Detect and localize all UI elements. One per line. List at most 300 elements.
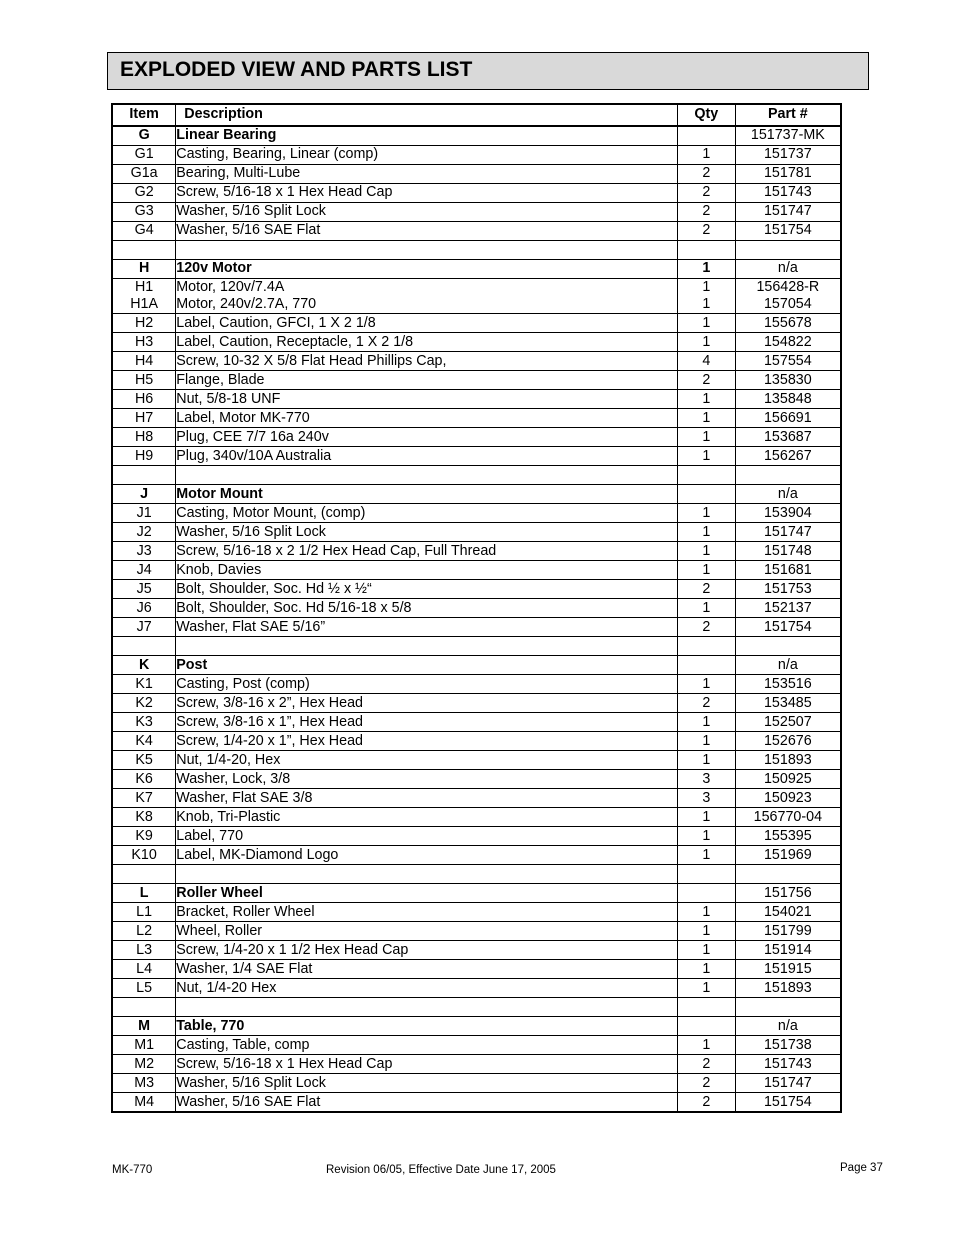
description-text: Bracket, Roller Wheel (176, 903, 315, 920)
item-cell (112, 203, 176, 222)
part-number-text: 155395 (763, 827, 812, 844)
column-header-part: Part # (735, 104, 841, 126)
description-cell (176, 279, 678, 314)
blank-row (112, 241, 841, 260)
description-cell (176, 1055, 678, 1074)
part-number-cell (735, 884, 841, 903)
part-number-cell (735, 485, 841, 504)
item-text: H2 (134, 314, 154, 331)
part-number-cell (735, 675, 841, 694)
part-number-cell (735, 713, 841, 732)
footer-model: MK-770 (112, 1164, 153, 1176)
blank-cell (176, 466, 678, 485)
item-cell (112, 542, 176, 561)
qty-text: 1 (702, 1036, 711, 1053)
qty-cell (677, 941, 735, 960)
description-cell (176, 656, 678, 675)
description-text: Screw, 5/16-18 x 1 Hex Head Cap (176, 1055, 393, 1072)
description-cell (176, 165, 678, 184)
description-cell (176, 504, 678, 523)
description-cell (176, 846, 678, 865)
part-number-text: 156428-R (756, 279, 820, 295)
item-cell (112, 504, 176, 523)
part-number-text: 153904 (763, 504, 812, 521)
part-number-cell (735, 504, 841, 523)
table-row (112, 751, 841, 770)
qty-text: 2 (702, 184, 711, 201)
description-text: Knob, Davies (176, 561, 262, 578)
item-cell (112, 675, 176, 694)
table-row (112, 732, 841, 751)
qty-cell (677, 352, 735, 371)
group-header-row (112, 1017, 841, 1036)
description-text: Motor Mount (176, 485, 263, 502)
qty-cell (677, 846, 735, 865)
description-text: Bolt, Shoulder, Soc. Hd ½ x ½“ (176, 580, 372, 597)
description-cell (176, 751, 678, 770)
description-cell (176, 371, 678, 390)
description-text: Washer, 1/4 SAE Flat (176, 960, 313, 977)
qty-text: 4 (702, 352, 711, 369)
part-number-text: 153687 (763, 428, 812, 445)
description-text: Casting, Table, comp (176, 1036, 310, 1053)
qty-text: 2 (702, 222, 711, 239)
qty-text: 1 (702, 523, 711, 540)
qty-cell (677, 1036, 735, 1055)
item-cell (112, 1017, 176, 1036)
description-text: Screw, 10-32 X 5/8 Flat Head Phillips Cap, (176, 352, 447, 369)
part-number-text: 152137 (763, 599, 812, 616)
part-number-cell (735, 656, 841, 675)
qty-cell (677, 371, 735, 390)
blank-cell (735, 241, 841, 260)
part-number-cell (735, 1017, 841, 1036)
item-cell (112, 827, 176, 846)
item-cell (112, 222, 176, 241)
qty-cell (677, 203, 735, 222)
item-text: G3 (134, 203, 154, 220)
column-header-description: Description (176, 104, 678, 126)
part-number-text: 135848 (763, 390, 812, 407)
qty-cell (677, 1055, 735, 1074)
part-number-text: 151914 (763, 941, 812, 958)
description-text: Motor, 240v/2.7A, 770 (176, 296, 317, 313)
part-number-cell (735, 314, 841, 333)
table-row (112, 599, 841, 618)
item-text: K9 (135, 827, 153, 844)
description-text: Casting, Post (comp) (176, 675, 310, 692)
table-row (112, 561, 841, 580)
table-row (112, 903, 841, 922)
page-title: EXPLODED VIEW AND PARTS LIST (120, 58, 473, 81)
qty-cell (677, 447, 735, 466)
qty-text: 1 (702, 675, 711, 692)
part-number-cell (735, 770, 841, 789)
qty-cell (677, 1074, 735, 1093)
description-cell (176, 808, 678, 827)
part-number-cell (735, 260, 841, 279)
part-number-text: 151738 (763, 1036, 812, 1053)
item-text: M2 (134, 1055, 155, 1072)
part-number-cell (735, 203, 841, 222)
qty-cell (677, 960, 735, 979)
blank-cell (112, 865, 176, 884)
item-text: K1 (135, 675, 153, 692)
part-number-text: 151747 (763, 1074, 812, 1091)
part-number-text: 151747 (763, 203, 812, 220)
description-cell (176, 222, 678, 241)
table-row (112, 618, 841, 637)
table-row (112, 941, 841, 960)
description-cell (176, 580, 678, 599)
qty-cell (677, 222, 735, 241)
table-row (112, 713, 841, 732)
item-text: H5 (134, 371, 154, 388)
group-header-row (112, 884, 841, 903)
group-header-row (112, 126, 841, 146)
qty-cell (677, 260, 735, 279)
item-text: L3 (136, 941, 153, 958)
qty-text: 2 (702, 203, 711, 220)
qty-cell (677, 561, 735, 580)
qty-cell (677, 922, 735, 941)
table-row (112, 146, 841, 165)
table-row (112, 1055, 841, 1074)
table-row (112, 580, 841, 599)
part-number-text: 135830 (763, 371, 812, 388)
description-cell (176, 447, 678, 466)
item-text: L4 (136, 960, 153, 977)
table-row (112, 314, 841, 333)
qty-cell (677, 504, 735, 523)
part-number-text: 154822 (763, 333, 812, 350)
part-number-cell (735, 447, 841, 466)
part-number-cell (735, 428, 841, 447)
description-text: Post (176, 656, 208, 673)
part-number-text: 151737-MK (750, 127, 825, 144)
qty-cell (677, 770, 735, 789)
item-text: J7 (136, 618, 152, 635)
part-number-cell (735, 523, 841, 542)
item-text: G1a (130, 165, 158, 182)
blank-cell (735, 865, 841, 884)
table-row (112, 447, 841, 466)
table-row (112, 352, 841, 371)
description-text: Label, Motor MK-770 (176, 409, 310, 426)
qty-text: 1 (702, 979, 711, 996)
qty-cell (677, 599, 735, 618)
group-header-row (112, 656, 841, 675)
parts-table (111, 103, 842, 1113)
description-cell (176, 827, 678, 846)
qty-text: 2 (702, 1093, 711, 1110)
qty-text: 1 (702, 428, 711, 445)
description-cell (176, 675, 678, 694)
part-number-text: 151743 (763, 184, 812, 201)
part-number-cell (735, 618, 841, 637)
table-row (112, 523, 841, 542)
item-cell (112, 371, 176, 390)
description-text: Label, Caution, Receptacle, 1 X 2 1/8 (176, 333, 414, 350)
item-text: L1 (136, 903, 153, 920)
item-text: J3 (136, 542, 152, 559)
qty-text: 1 (702, 447, 711, 464)
table-row (112, 675, 841, 694)
item-text: L5 (136, 979, 153, 996)
description-cell (176, 428, 678, 447)
description-cell (176, 884, 678, 903)
part-number-text: 156770-04 (753, 808, 823, 825)
qty-text: 1 (702, 732, 711, 749)
part-number-text: 151781 (763, 165, 812, 182)
qty-text: 1 (702, 333, 711, 350)
qty-cell (677, 808, 735, 827)
qty-cell (677, 656, 735, 675)
part-number-text: n/a (777, 656, 798, 673)
qty-text: 1 (702, 903, 711, 920)
qty-text: 1 (702, 146, 711, 163)
part-number-text: 150925 (763, 770, 812, 787)
description-text: Nut, 5/8-18 UNF (176, 390, 281, 407)
part-number-cell (735, 960, 841, 979)
footer-page-number: Page 37 (840, 1162, 883, 1174)
qty-text: 1 (702, 561, 711, 578)
blank-cell (176, 637, 678, 656)
item-cell (112, 333, 176, 352)
description-cell (176, 789, 678, 808)
item-text: H8 (134, 428, 154, 445)
description-text: Label, Caution, GFCI, 1 X 2 1/8 (176, 314, 376, 331)
blank-cell (677, 241, 735, 260)
item-cell (112, 713, 176, 732)
description-cell (176, 409, 678, 428)
description-cell (176, 903, 678, 922)
table-row (112, 371, 841, 390)
qty-text: 2 (702, 694, 711, 711)
table-row (112, 960, 841, 979)
qty-text: 2 (702, 618, 711, 635)
qty-cell (677, 732, 735, 751)
description-text: Nut, 1/4-20, Hex (176, 751, 281, 768)
qty-text: 2 (702, 1074, 711, 1091)
group-header-row (112, 260, 841, 279)
description-cell (176, 333, 678, 352)
part-number-cell (735, 732, 841, 751)
table-row (112, 165, 841, 184)
qty-cell (677, 485, 735, 504)
item-text: K3 (135, 713, 153, 730)
qty-cell (677, 979, 735, 998)
item-cell (112, 390, 176, 409)
table-row (112, 1036, 841, 1055)
qty-cell (677, 333, 735, 352)
part-number-cell (735, 903, 841, 922)
description-cell (176, 1017, 678, 1036)
description-text: Wheel, Roller (176, 922, 263, 939)
footer-revision: Revision 06/05, Effective Date June 17, 2005 (326, 1164, 556, 1176)
item-cell (112, 941, 176, 960)
description-cell (176, 314, 678, 333)
description-cell (176, 485, 678, 504)
part-number-text: 151748 (763, 542, 812, 559)
part-number-text: 152676 (763, 732, 812, 749)
description-text: Knob, Tri-Plastic (176, 808, 281, 825)
item-text: H (138, 260, 150, 277)
part-number-text: 151754 (763, 618, 812, 635)
description-cell (176, 1074, 678, 1093)
part-number-text: 150923 (763, 789, 812, 806)
item-text: K8 (135, 808, 153, 825)
description-cell (176, 203, 678, 222)
qty-cell (677, 827, 735, 846)
part-number-cell (735, 371, 841, 390)
description-text: Screw, 3/8-16 x 1”, Hex Head (176, 713, 363, 730)
qty-cell (677, 694, 735, 713)
blank-cell (677, 466, 735, 485)
table-row (112, 770, 841, 789)
table-row (112, 222, 841, 241)
blank-cell (735, 637, 841, 656)
description-text: Screw, 1/4-20 x 1”, Hex Head (176, 732, 363, 749)
part-number-cell (735, 751, 841, 770)
qty-text: 1 (702, 846, 711, 863)
part-number-cell (735, 827, 841, 846)
item-cell (112, 960, 176, 979)
item-text: H3 (134, 333, 154, 350)
part-number-cell (735, 390, 841, 409)
description-text: Plug, CEE 7/7 16a 240v (176, 428, 329, 445)
qty-text: 1 (702, 599, 711, 616)
item-text: K4 (135, 732, 153, 749)
part-number-cell (735, 561, 841, 580)
table-row (112, 827, 841, 846)
blank-row (112, 998, 841, 1017)
qty-text: 1 (702, 941, 711, 958)
part-number-cell (735, 846, 841, 865)
item-cell (112, 561, 176, 580)
description-text: 120v Motor (176, 260, 252, 277)
table-row (112, 1093, 841, 1113)
qty-cell (677, 165, 735, 184)
item-cell (112, 184, 176, 203)
part-number-text: 151915 (763, 960, 812, 977)
qty-text: 1 (702, 542, 711, 559)
part-number-cell (735, 1074, 841, 1093)
description-text: Washer, Flat SAE 5/16” (176, 618, 326, 635)
column-header-item: Item (112, 104, 176, 126)
item-cell (112, 808, 176, 827)
item-cell (112, 789, 176, 808)
description-text: Motor, 120v/7.4A (176, 279, 285, 295)
item-text: G4 (134, 222, 154, 239)
description-text: Plug, 340v/10A Australia (176, 447, 332, 464)
blank-cell (112, 241, 176, 260)
qty-text: 2 (702, 165, 711, 182)
description-cell (176, 352, 678, 371)
qty-text: 3 (702, 770, 711, 787)
description-cell (176, 599, 678, 618)
description-text: Washer, 5/16 SAE Flat (176, 1093, 321, 1110)
item-text: H1A (130, 296, 159, 313)
part-number-text: n/a (777, 260, 798, 277)
part-number-cell (735, 352, 841, 371)
item-cell (112, 846, 176, 865)
part-number-text: 151737 (763, 146, 812, 163)
qty-text: 2 (702, 371, 711, 388)
description-cell (176, 1093, 678, 1113)
table-row (112, 542, 841, 561)
column-header-qty: Qty (677, 104, 735, 126)
description-text: Screw, 3/8-16 x 2”, Hex Head (176, 694, 363, 711)
table-row (112, 203, 841, 222)
item-text: L2 (136, 922, 153, 939)
part-number-cell (735, 694, 841, 713)
description-text: Casting, Bearing, Linear (comp) (176, 146, 379, 163)
item-text: J5 (136, 580, 152, 597)
item-text: K7 (135, 789, 153, 806)
qty-cell (677, 146, 735, 165)
qty-cell (677, 523, 735, 542)
item-cell (112, 1074, 176, 1093)
qty-cell (677, 126, 735, 146)
part-number-cell (735, 808, 841, 827)
item-text: M1 (134, 1036, 155, 1053)
blank-row (112, 466, 841, 485)
item-text: K5 (135, 751, 153, 768)
description-cell (176, 922, 678, 941)
table-row (112, 504, 841, 523)
part-number-text: 156691 (763, 409, 812, 426)
item-text: K (138, 656, 150, 673)
part-number-text: 151799 (763, 922, 812, 939)
qty-cell (677, 903, 735, 922)
table-row (112, 979, 841, 998)
item-text: K10 (131, 846, 157, 863)
item-cell (112, 279, 176, 314)
table-row (112, 333, 841, 352)
qty-text: 1 (702, 390, 711, 407)
part-number-text: 151753 (763, 580, 812, 597)
description-cell (176, 184, 678, 203)
part-number-cell (735, 1036, 841, 1055)
qty-cell (677, 751, 735, 770)
part-number-cell (735, 279, 841, 314)
qty-text: 1 (702, 409, 711, 426)
item-cell (112, 409, 176, 428)
qty-text: 1 (702, 296, 711, 313)
qty-cell (677, 390, 735, 409)
item-text: J1 (136, 504, 152, 521)
item-cell (112, 903, 176, 922)
description-text: Bolt, Shoulder, Soc. Hd 5/16-18 x 5/8 (176, 599, 412, 616)
table-row (112, 390, 841, 409)
part-number-cell (735, 941, 841, 960)
item-text: J (140, 485, 149, 502)
item-cell (112, 428, 176, 447)
item-text: G (138, 127, 150, 144)
description-cell (176, 979, 678, 998)
description-cell (176, 960, 678, 979)
description-cell (176, 561, 678, 580)
qty-text: 1 (702, 960, 711, 977)
item-cell (112, 599, 176, 618)
blank-cell (735, 466, 841, 485)
item-cell (112, 1036, 176, 1055)
qty-text: 1 (702, 260, 711, 277)
item-cell (112, 922, 176, 941)
description-cell (176, 1036, 678, 1055)
item-text: H1 (134, 279, 154, 295)
